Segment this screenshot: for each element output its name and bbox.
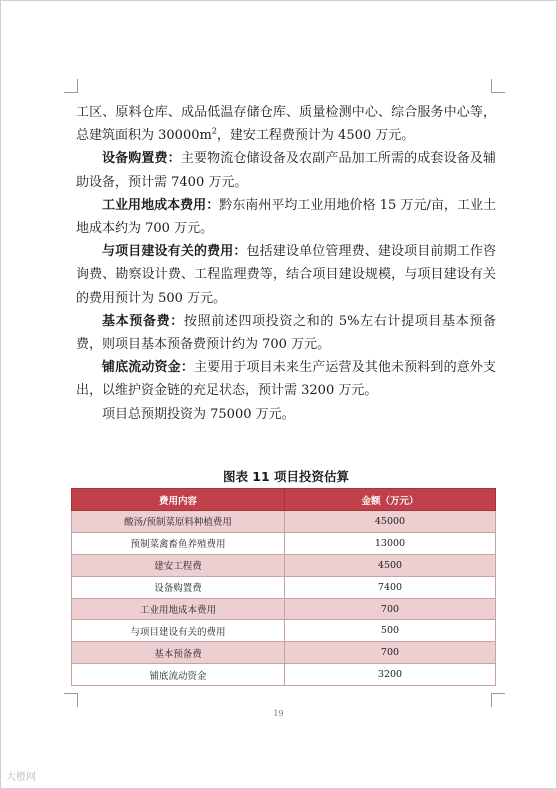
column-header-amount: 金额（万元） <box>285 489 496 511</box>
cell-item: 酸汤/预制菜原料种植费用 <box>72 511 285 533</box>
paragraph-total <box>76 403 496 426</box>
body-text <box>76 101 496 426</box>
cell-amount: 45000 <box>285 511 496 533</box>
table-row <box>72 642 496 664</box>
paragraph-heading: 基本预备费： <box>102 313 184 329</box>
crop-mark-top-left <box>64 79 78 93</box>
cell-amount: 7400 <box>285 576 496 598</box>
paragraph-heading: 铺底流动资金： <box>102 360 194 376</box>
paragraph-text: 主要物流仓储设备及农副产品加工所需的成套设备及辅助设备，预计需 7400 万元。 <box>76 151 496 190</box>
superscript: 2 <box>211 126 217 136</box>
paragraph-text: 黔东南州平均工业用地价格 15 万元/亩，工业土地成本约为 700 万元。 <box>76 197 496 237</box>
column-header-item: 费用内容 <box>72 489 285 511</box>
investment-table <box>71 488 496 686</box>
table-header-row <box>72 489 496 511</box>
cell-item: 建安工程费 <box>72 554 285 576</box>
paragraph-text: 按照前述四项投资之和的 5%左右计提项目基本预备费，则项目基本预备费预计约为 700 万元。 <box>76 313 496 353</box>
cell-item: 工业用地成本费用 <box>72 598 285 620</box>
cell-amount: 700 <box>285 598 496 620</box>
paragraph-land <box>76 194 496 240</box>
paragraph-heading: 工业用地成本费用： <box>102 197 220 213</box>
paragraph-text: 工区、原料仓库、成品低温存储仓库、质量检测中心、综合服务中心等，总建筑面积为 30000m <box>76 105 496 144</box>
page-number: 19 <box>273 709 284 718</box>
table-row <box>72 532 496 554</box>
cell-amount: 13000 <box>285 532 496 554</box>
crop-mark-top-right <box>491 79 505 93</box>
paragraph-related-costs <box>76 240 496 310</box>
cell-item: 与项目建设有关的费用 <box>72 620 285 642</box>
cell-amount: 500 <box>285 620 496 642</box>
cell-amount: 3200 <box>285 664 496 686</box>
table-caption: 图表 11 项目投资估算 <box>222 469 350 484</box>
table-row <box>72 598 496 620</box>
paragraph-equipment <box>76 147 496 193</box>
crop-mark-bottom-left <box>64 693 78 707</box>
paragraph-building <box>76 101 496 147</box>
cell-item: 设备购置费 <box>72 576 285 598</box>
watermark: 大橙网 <box>6 772 36 783</box>
paragraph-reserve <box>76 310 496 356</box>
table-row <box>72 576 496 598</box>
paragraph-heading: 设备购置费： <box>102 151 181 167</box>
paragraph-text: 包括建设单位管理费、建设项目前期工作咨询费、勘察设计费、工程监理费等，结合项目建设规模，与项目建设有关的费用预计为 500 万元。 <box>76 244 496 306</box>
table-row <box>72 511 496 533</box>
paragraph-working-capital <box>76 356 496 402</box>
paragraph-heading: 与项目建设有关的费用： <box>102 244 247 260</box>
paragraph-text: 项目总预期投资为 75000 万元。 <box>102 406 295 422</box>
table-row <box>72 554 496 576</box>
cell-amount: 4500 <box>285 554 496 576</box>
crop-mark-bottom-right <box>491 693 505 707</box>
cell-item: 基本预备费 <box>72 642 285 664</box>
paragraph-text-tail: ，建安工程费预计为 4500 万元。 <box>216 128 415 144</box>
cell-item: 铺底流动资金 <box>72 664 285 686</box>
table-row <box>72 664 496 686</box>
cell-item: 预制菜禽畜鱼养殖费用 <box>72 532 285 554</box>
cell-amount: 700 <box>285 642 496 664</box>
paragraph-text: 主要用于项目未来生产运营及其他未预料到的意外支出，以维护资金链的充足状态，预计需 3200 万元。 <box>76 360 496 399</box>
table-row <box>72 620 496 642</box>
